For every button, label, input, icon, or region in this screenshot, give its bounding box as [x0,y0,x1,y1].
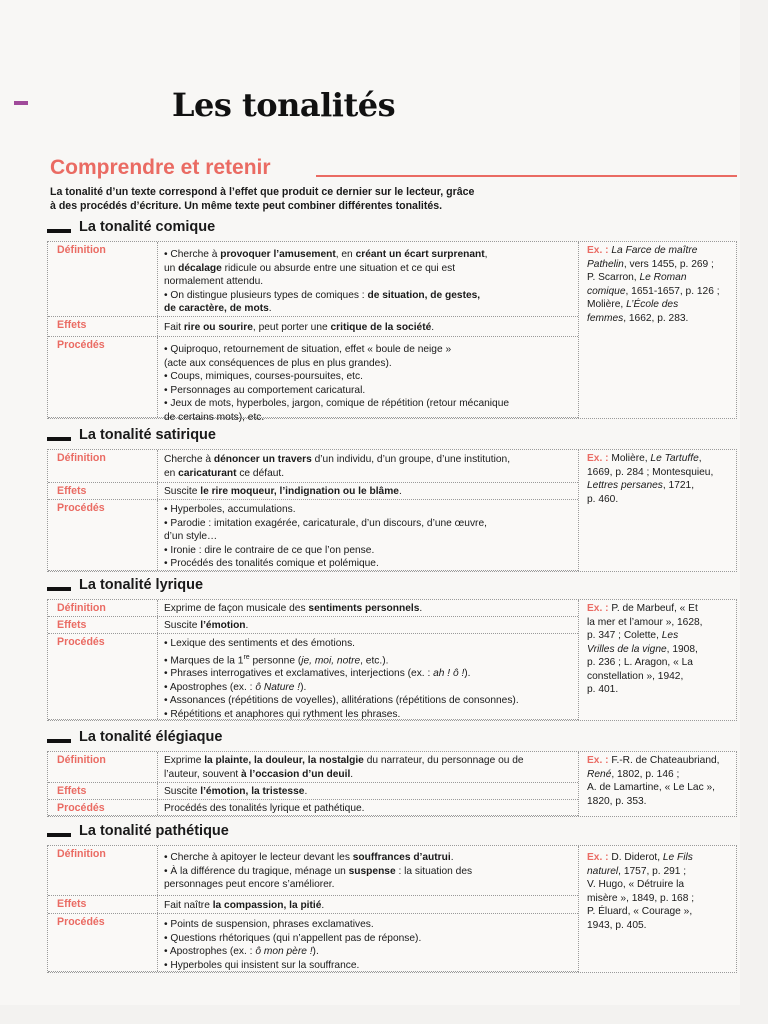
text-fragment [164,302,574,316]
section-bar [47,739,71,743]
label-procedes: Procédés [48,914,158,971]
text-fragment: D. Diderot, [608,852,663,863]
text-fragment: , en [335,249,356,260]
definition-text [158,752,578,781]
text-fragment [164,899,574,913]
text-fragment: • Marques de la 1 [164,654,244,666]
text-fragment: , 1651-1657, p. 126 ; [625,285,720,297]
text-fragment [587,643,732,657]
text-fragment: ). [300,681,307,693]
text-fragment [164,651,574,668]
text-fragment: rire ou sourire [183,322,253,333]
text-fragment: Molière, [587,299,627,310]
row-procedes [48,500,578,571]
text-fragment: Pathelin [587,258,624,270]
procedes-text [158,337,578,424]
text-fragment: du narrateur, du personnage ou de [363,755,524,766]
row-definition [48,600,578,617]
section-title: La tonalité pathétique [79,823,229,839]
row-effets [48,617,578,634]
text-fragment: Les [661,630,679,641]
text-fragment: • Phrases interrogatives et exclamatives, interjections (ex. : [164,668,434,680]
text-fragment: • Jeux de mots, hyperboles, jargon, comique de répétition (retour mécanique [164,398,510,409]
text-fragment: p. 347 ; Colette, [587,630,662,641]
text-fragment [587,271,732,285]
text-fragment: Cherche à [164,454,214,465]
text-fragment: P. Scarron, [587,272,640,283]
text-fragment: : la situation des [395,865,473,877]
text-fragment: normalement attendu. [164,276,264,287]
text-fragment: , 1662, p. 283. [623,312,689,324]
text-fragment: P. de Marbeuf, « Et [608,603,698,614]
label-definition: Définition [48,242,158,316]
text-fragment: Fait naître [164,900,213,911]
text-fragment: créant un écart surprenant [355,249,485,260]
section-bar [47,833,71,837]
text-fragment [587,865,732,879]
subtitle-rule [316,175,737,177]
text-fragment: naturel [587,865,619,877]
definition-text [158,846,578,892]
text-fragment: • Assonances (répétitions de voyelles), allitérations (répétitions de consonnes). [164,695,519,707]
text-fragment [164,667,574,681]
section-lyrique [47,577,737,721]
text-fragment [164,851,574,865]
text-fragment [587,479,732,493]
section-title: La tonalité comique [79,219,216,235]
text-fragment [164,289,574,303]
text-fragment: • Coups, mimiques, courses-poursuites, etc. [164,371,363,382]
text-fragment: P. Éluard, « Courage », [587,906,693,917]
chapter-marker [14,101,28,105]
definition-text [158,242,578,316]
text-fragment: 1669, p. 284 ; Montesquieu, [587,466,714,478]
procedes-text [158,914,578,972]
text-fragment: d’un individu, d’un groupe, d’une institution, [311,454,511,465]
text-fragment: • Apostrophes (ex. : [164,681,256,693]
text-fragment: Ex. : [587,603,609,614]
text-fragment: Fait [164,322,184,333]
text-fragment [587,312,732,326]
text-fragment: (acte aux conséquences de plus en plus grandes). [164,357,392,369]
text-fragment: re [243,653,250,661]
text-fragment [164,262,574,276]
definition-text [158,600,578,616]
text-fragment [587,285,732,299]
examples-comique [578,242,736,418]
text-fragment: 1820, p. 353. [587,795,647,807]
row-definition [48,846,578,896]
text-fragment: ). [464,668,471,680]
text-fragment: . [419,603,423,614]
text-fragment: A. de Lamartine, « Le Lac », [587,782,715,793]
examples-satirique [578,450,736,571]
effets-text [158,783,578,799]
label-effets: Effets [48,896,158,913]
text-fragment: de situation, de gestes, [367,289,481,301]
section-comique [47,219,737,423]
text-fragment [587,768,732,782]
text-fragment [164,945,574,959]
section-title: La tonalité élégiaque [79,729,223,745]
text-fragment: provoquer l’amusement [220,249,336,260]
text-fragment: , 1721, [662,480,695,491]
text-fragment: . [304,786,308,797]
text-fragment: • Questions rhétoriques (qui n’appellent pas de réponse). [164,932,422,944]
text-fragment: V. Hugo, « Détruire la [587,879,685,890]
label-procedes: Procédés [48,500,158,570]
row-effets [48,317,578,337]
text-fragment [164,248,574,262]
effets-text [158,896,578,913]
text-fragment: dénoncer un travers [213,454,312,465]
section-subtitle: Comprendre et retenir [50,156,271,179]
text-fragment: l’auteur, souvent [164,768,242,780]
row-effets [48,483,578,500]
row-definition [48,752,578,783]
text-fragment: la mer et l’amour », 1628, [587,616,703,628]
text-fragment: comique [587,285,626,297]
text-fragment: 1943, p. 405. [587,919,647,931]
text-fragment: • Lexique des sentiments et des émotions. [164,638,356,649]
text-fragment [164,754,574,768]
text-fragment: p. 460. [587,493,619,505]
label-effets: Effets [48,483,158,499]
text-fragment: • Hyperboles qui insistent sur la souffrance. [164,959,360,971]
text-fragment: Suscite [164,486,201,497]
text-fragment: . [268,303,272,314]
text-fragment: • Points de suspension, phrases exclamatives. [164,919,374,930]
text-fragment: • Procédés des tonalités comique et polémique. [164,558,379,569]
text-fragment: Exprime [164,755,205,766]
text-fragment: ridicule ou absurde entre une situation et ce qui est [221,262,456,274]
label-definition: Définition [48,600,158,616]
text-fragment: à l’occasion d’un deuil [241,768,351,780]
text-fragment: l’émotion [200,620,246,631]
page-title: Les tonalités [172,86,396,124]
text-fragment: • Ironie : dire le contraire de ce que l’on pense. [164,544,375,556]
text-fragment: misère », 1849, p. 168 ; [587,892,695,904]
row-procedes [48,634,578,720]
table-elegiaque [47,751,737,817]
label-procedes: Procédés [48,634,158,719]
text-fragment: René [587,768,612,780]
text-fragment: l’émotion, la tristesse [200,786,305,797]
effets-text [158,483,578,499]
text-fragment: , etc.). [360,654,389,666]
text-fragment: décalage [178,262,222,274]
text-fragment: femmes [587,312,624,324]
text-fragment: caricaturant [178,467,237,479]
text-fragment: le rire moqueur, l’indignation ou le blâme [200,486,399,497]
text-fragment: . [321,900,325,911]
text-fragment: sentiments personnels [308,603,420,614]
text-fragment: Ex. : [587,453,609,464]
text-fragment: la compassion, la pitié [212,900,322,911]
text-fragment [164,865,574,879]
label-definition: Définition [48,450,158,482]
text-fragment [164,453,574,467]
section-elegiaque [47,729,737,817]
row-effets [48,783,578,800]
text-fragment: de caractère, de mots [164,303,269,314]
section-title: La tonalité lyrique [79,577,204,593]
text-fragment: suspense [348,865,396,877]
text-fragment: • Répétitions et anaphores qui rythment les phrases. [164,708,401,720]
text-fragment: je, moi, notre [301,654,361,666]
text-fragment: ô Nature ! [255,681,301,693]
text-fragment: Vrilles de la vigne [587,643,667,655]
section-title: La tonalité satirique [79,427,216,443]
text-fragment: personnages peut encore s’améliorer. [164,879,335,890]
table-lyrique [47,599,737,721]
text-fragment: • Personnages au comportement caricatural. [164,384,366,396]
text-fragment: • À la différence du tragique, ménage un [164,865,349,877]
table-comique [47,241,737,423]
row-procedes [48,800,578,816]
examples-elegiaque [578,752,736,816]
text-fragment [164,321,574,335]
text-fragment: • Hyperboles, accumulations. [164,504,296,515]
text-fragment [164,619,574,633]
text-fragment: d’un style… [164,531,218,542]
label-definition: Définition [48,846,158,895]
label-procedes: Procédés [48,337,158,417]
text-fragment: Ex. : [587,245,609,256]
text-fragment: Le Tartuffe [650,453,699,464]
text-fragment: p. 236 ; L. Aragon, « La [587,657,693,668]
table-pathetique [47,845,737,973]
text-fragment: . [431,322,435,333]
procedes-text [158,634,578,721]
text-fragment: , 1757, p. 291 ; [618,865,687,877]
text-fragment: • Apostrophes (ex. : [164,946,256,957]
text-fragment: L’École des [626,299,679,310]
text-fragment: , [484,249,488,260]
text-fragment [587,602,732,616]
text-fragment: . [398,486,402,497]
text-fragment: Suscite [164,620,201,631]
text-fragment [164,602,574,616]
row-procedes [48,337,578,423]
text-fragment: ce défaut. [236,467,285,479]
examples-pathetique [578,846,736,972]
text-fragment: souffrances d’autrui [352,852,451,863]
label-effets: Effets [48,317,158,336]
text-fragment: , peut porter une [252,322,331,333]
text-fragment [587,629,732,643]
effets-text [158,617,578,633]
text-fragment [164,485,574,499]
row-definition [48,450,578,483]
label-effets: Effets [48,783,158,799]
text-fragment: Lettres persanes [587,480,663,491]
text-fragment: en [164,467,179,479]
text-fragment: La Farce de maître [608,245,698,256]
text-fragment: Exprime de façon musicale des [164,603,309,614]
label-effets: Effets [48,617,158,633]
text-fragment: , vers 1455, p. 269 ; [623,258,714,270]
section-bar [47,437,71,441]
text-fragment [587,754,732,768]
text-fragment: Ex. : [587,852,609,863]
text-fragment: critique de la société [330,322,432,333]
text-fragment: . [450,852,454,863]
text-fragment [587,298,732,312]
text-fragment: ). [312,946,319,957]
text-fragment: • On distingue plusieurs types de comiques : [164,289,368,301]
section-bar [47,587,71,591]
effets-text [158,317,578,335]
text-fragment [164,785,574,799]
text-fragment: Molière, [608,453,651,464]
text-fragment: • Parodie : imitation exagérée, caricaturale, d’un discours, d’une œuvre, [164,517,487,529]
text-fragment [587,244,732,258]
text-fragment [164,681,574,695]
text-fragment: Ex. : [587,755,609,766]
text-fragment: , [698,453,702,464]
procedes-text [158,500,578,571]
text-fragment: Procédés des tonalités lyrique et pathétique. [164,803,365,814]
text-fragment: Le Fils [662,852,693,863]
text-fragment: • Cherche à [164,249,221,260]
text-fragment: un [164,262,179,274]
text-fragment: p. 401. [587,684,619,695]
section-satirique [47,427,737,572]
text-fragment: • Quiproquo, retournement de situation, effet « boule de neige » [164,344,452,355]
row-effets [48,896,578,914]
text-fragment: • Cherche à apitoyer le lecteur devant les [164,852,353,863]
text-fragment: . [245,620,249,631]
text-fragment: , 1908, [666,643,698,655]
text-fragment: constellation », 1942, [587,670,684,682]
text-fragment: F.-R. de Chateaubriand, [608,755,720,766]
text-fragment: Le Roman [639,272,687,283]
label-procedes: Procédés [48,800,158,815]
text-fragment: ah ! ô ! [433,668,465,680]
row-definition [48,242,578,317]
text-fragment [164,768,574,782]
text-fragment: , 1802, p. 146 ; [611,768,680,780]
procedes-text [158,800,578,816]
section-pathetique [47,823,737,973]
text-fragment: . [350,768,354,780]
text-fragment [164,467,574,481]
label-definition: Définition [48,752,158,782]
text-fragment [587,452,732,466]
intro-paragraph: La tonalité d’un texte correspond à l’effet que produit ce dernier sur le lecteur, grâce à des procédés d’écriture. Un même texte peut combiner différentes tonalités. [50,186,475,212]
row-procedes [48,914,578,972]
examples-lyrique [578,600,736,720]
table-satirique [47,449,737,572]
text-fragment: la plainte, la douleur, la nostalgie [204,755,364,766]
text-fragment: Suscite [164,786,201,797]
text-fragment [587,258,732,272]
text-fragment [587,851,732,865]
text-fragment: de certains mots), etc. [164,411,265,423]
definition-text [158,450,578,480]
text-fragment: ô mon père ! [255,946,313,957]
text-fragment: personne ( [249,654,302,666]
section-bar [47,229,71,233]
